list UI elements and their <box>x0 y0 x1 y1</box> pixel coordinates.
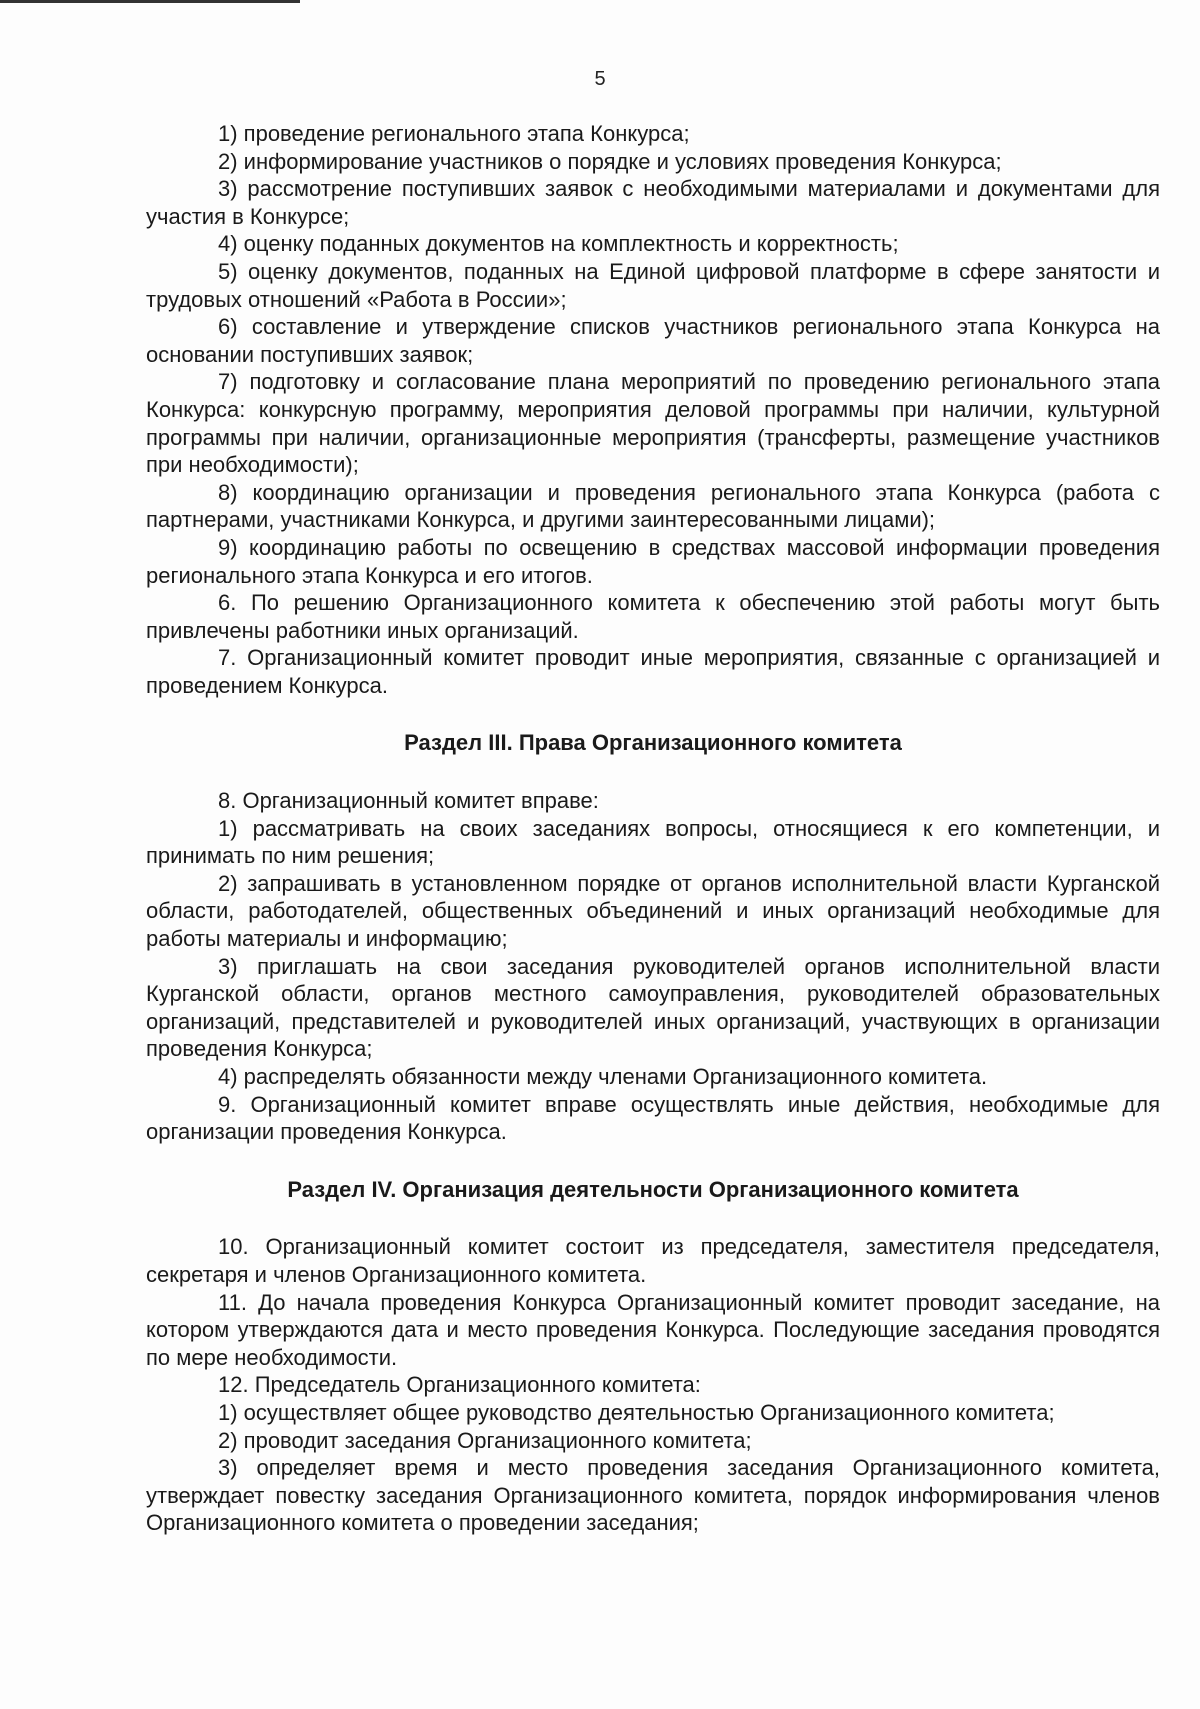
list-item: 2) проводит заседания Организационного комитета; <box>218 1427 752 1453</box>
document-body <box>146 120 1160 1537</box>
list-item: 8) координацию организации и проведения регионального этапа Конкурса (работа с партнерами, участниками Конкурса, и другими заинтересованными лицами); <box>146 479 1160 533</box>
list-item: 4) оценку поданных документов на комплектность и корректность; <box>218 231 899 257</box>
list-item: 9) координацию работы по освещению в средствах массовой информации проведения регионального этапа Конкурса и его итогов. <box>146 534 1160 588</box>
section-heading-iii: Раздел III. Права Организационного комитета <box>404 730 902 756</box>
list-item: 4) распределять обязанности между членами Организационного комитета. <box>218 1064 988 1089</box>
paragraph: 6. По решению Организационного комитета к обеспечению этой работы могут быть привлечены работники иных организаций. <box>146 590 1160 643</box>
list-item: 7) подготовку и согласование плана мероприятий по проведению регионального этапа Конкурса: конкурсную программу, мероприятия деловой программы при наличии, культурной программы при наличии, организационные мероприятия (трансферты, размещение участников при необходимости); <box>146 369 1160 478</box>
paragraph: 11. До начала проведения Конкурса Организационный комитет проводит заседание, на котором утверждаются дата и место проведения Конкурса. Последующие заседания проводятся по мере необходимости. <box>146 1289 1160 1370</box>
list-item: 1) проведение регионального этапа Конкурса; <box>218 121 690 146</box>
list-item: 3) определяет время и место проведения заседания Организационного комитета, утверждает повестку заседания Организационного комитета, порядок информирования членов Организационного комитета о проведении заседания; <box>146 1455 1160 1536</box>
paragraph: 9. Организационный комитет вправе осуществлять иные действия, необходимые для организации проведения Конкурса. <box>146 1091 1160 1145</box>
page-number: 5 <box>594 68 606 90</box>
paragraph: 12. Председатель Организационного комитета: <box>218 1372 701 1398</box>
list-item: 6) составление и утверждение списков участников регионального этапа Конкурса на основании поступивших заявок; <box>146 314 1160 367</box>
list-item: 2) информирование участников о порядке и условиях проведения Конкурса; <box>218 148 1002 174</box>
list-item: 2) запрашивать в установленном порядке от органов исполнительной власти Курганской области, работодателей, общественных объединений и иных организаций необходимые для работы материалы и информацию; <box>146 870 1160 952</box>
paragraph: 8. Организационный комитет вправе: <box>218 788 599 814</box>
list-item: 3) рассмотрение поступивших заявок с необходимыми материалами и документами для участия в Конкурсе; <box>146 176 1160 229</box>
scan-edge-line <box>0 0 300 3</box>
list-item: 3) приглашать на свои заседания руководителей органов исполнительной власти Курганской области, органов местного самоуправления, руководителей образовательных организаций, представителей и руководителей иных организаций, участвующих в организации проведения Конкурса; <box>146 953 1160 1062</box>
section-heading-iv: Раздел IV. Организация деятельности Организационного комитета <box>287 1176 1019 1202</box>
list-item: 5) оценку документов, поданных на Единой цифровой платформе в сфере занятости и трудовых отношений «Работа в России»; <box>146 258 1160 312</box>
list-item: 1) осуществляет общее руководство деятельностью Организационного комитета; <box>218 1399 1055 1425</box>
paragraph: 7. Организационный комитет проводит иные мероприятия, связанные с организацией и проведением Конкурса. <box>146 645 1160 698</box>
list-item: 1) рассматривать на своих заседаниях вопросы, относящиеся к его компетенции, и принимать по ним решения; <box>146 815 1160 869</box>
paragraph: 10. Организационный комитет состоит из председателя, заместителя председателя, секретаря и членов Организационного комитета. <box>146 1234 1160 1287</box>
